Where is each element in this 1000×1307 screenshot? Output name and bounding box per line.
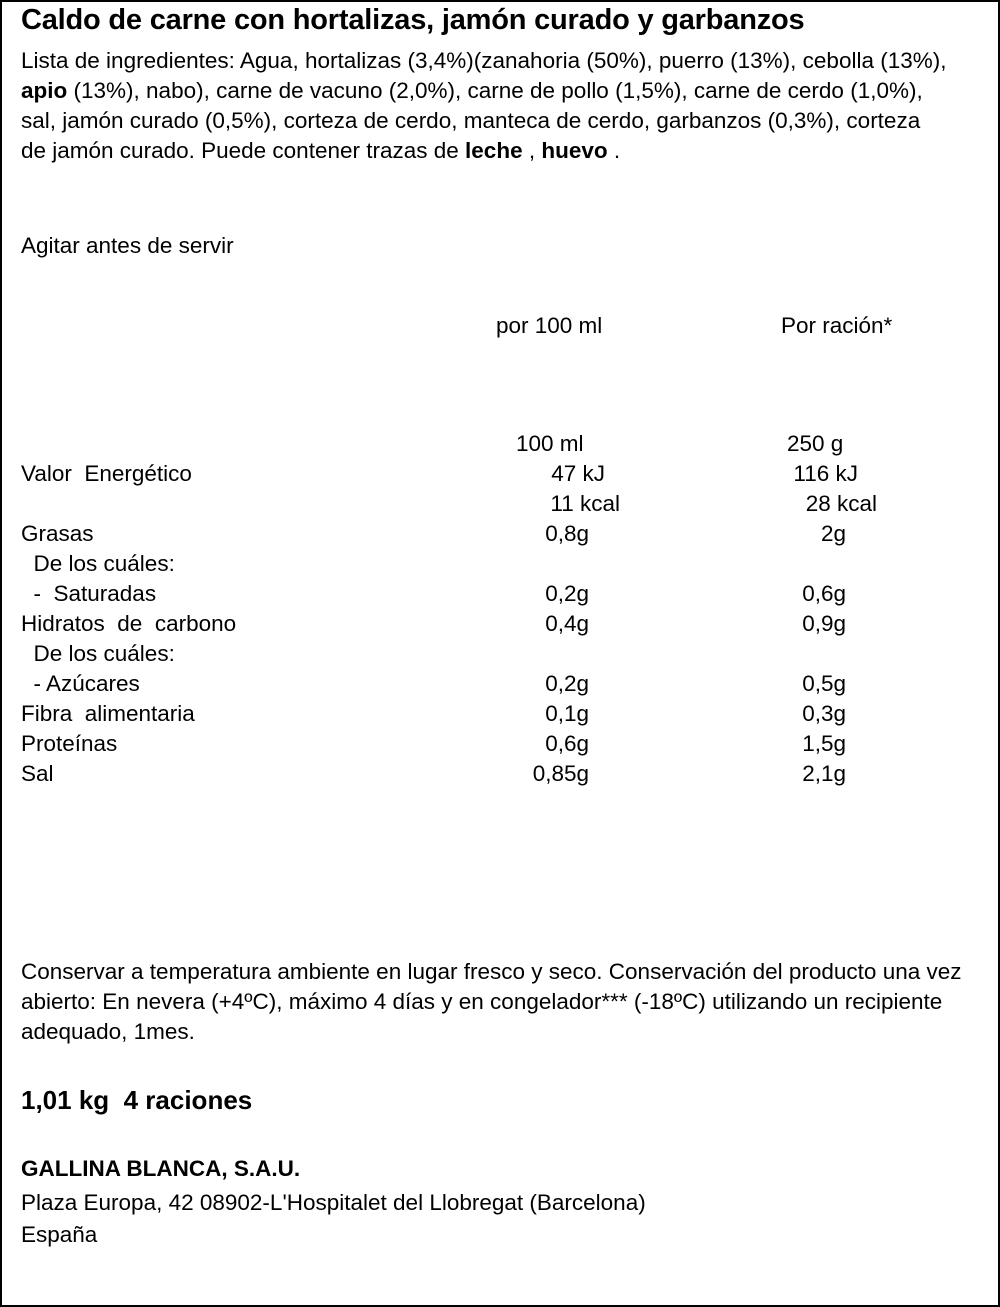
row-value-100ml: 0,1g: [545, 701, 589, 726]
row-value-100ml: 11 kcal: [550, 491, 620, 516]
col1-size: 100 ml: [516, 431, 584, 456]
row-value-portion: 116 kJ: [793, 461, 858, 486]
row-label: - Saturadas: [21, 581, 157, 606]
serving-instruction: Agitar antes de servir: [21, 233, 234, 258]
company-country: España: [21, 1222, 98, 1247]
row-value-100ml: 0,6g: [545, 731, 589, 756]
row-value-portion: 0,3g: [802, 701, 846, 726]
company-name: GALLINA BLANCA, S.A.U.: [21, 1156, 301, 1181]
row-value-100ml: 47 kJ: [551, 461, 605, 486]
row-label: Proteínas: [21, 731, 118, 756]
row-value-100ml: 0,85g: [532, 761, 589, 786]
row-label: Hidratos de carbono: [21, 611, 237, 636]
ingredients-text-1: Lista de ingredientes: Agua, hortalizas (3,4%)(zanahoria (50%), puerro (13%), cebolla (13%),: [21, 48, 947, 73]
ingredients-text-2: (13%), nabo), carne de vacuno (2,0%), carne de pollo (1,5%), carne de cerdo (1,0%), sal, jamón curado (0,5%), corteza de cerdo, manteca de cerdo, garbanzos (0,3%), corteza de jamón curado. Puede contener trazas de: [21, 78, 923, 163]
row-value-100ml: 0,8g: [545, 521, 589, 546]
ingredients-text-3: ,: [522, 138, 542, 163]
row-value-portion: 0,6g: [802, 581, 846, 606]
allergen-huevo: huevo: [541, 138, 608, 163]
row-label: Grasas: [21, 521, 94, 546]
product-title: Caldo de carne con hortalizas, jamón curado y garbanzos: [21, 4, 805, 36]
row-label: De los cuáles:: [21, 641, 175, 666]
row-label: De los cuáles:: [21, 551, 175, 576]
row-label: Valor Energético: [21, 461, 192, 486]
ingredients-list: [21, 46, 951, 166]
storage-instructions: Conservar a temperatura ambiente en lugar fresco y seco. Conservación del producto una vez abierto: En nevera (+4ºC), máximo 4 días y en congelador*** (-18ºC) utilizando un recipiente adequado, 1mes.: [21, 959, 962, 1044]
col2-size: 250 g: [787, 431, 844, 456]
col1-header: por 100 ml: [496, 313, 603, 338]
col2-header: Por ración*: [781, 313, 893, 338]
allergen-apio: apio: [21, 78, 68, 103]
row-value-100ml: 0,2g: [545, 671, 589, 696]
row-value-portion: 1,5g: [802, 731, 846, 756]
row-label: - Azúcares: [21, 671, 140, 696]
ingredients-text-4: .: [607, 138, 621, 163]
row-label: Fibra alimentaria: [21, 701, 195, 726]
row-value-portion: 28 kcal: [805, 491, 877, 516]
row-value-portion: 0,9g: [802, 611, 846, 636]
row-value-100ml: 0,4g: [545, 611, 589, 636]
allergen-leche: leche: [465, 138, 523, 163]
row-value-portion: 0,5g: [802, 671, 846, 696]
company-address: Plaza Europa, 42 08902-L'Hospitalet del Llobregat (Barcelona): [21, 1190, 646, 1215]
row-value-100ml: 0,2g: [545, 581, 589, 606]
row-label: Sal: [21, 761, 54, 786]
row-value-portion: 2,1g: [802, 761, 846, 786]
net-content: 1,01 kg 4 raciones: [21, 1085, 253, 1115]
row-value-portion: 2g: [820, 521, 846, 546]
